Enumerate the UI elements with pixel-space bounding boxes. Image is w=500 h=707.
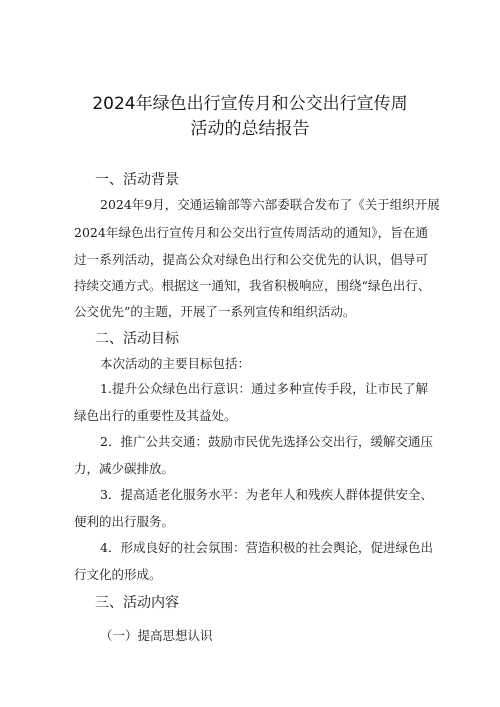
section-heading-background: 一、活动背景 (95, 172, 179, 188)
list-item-line: 1.提升公众绿色出行意识：通过多种宣传手段，让市民了解 (100, 381, 428, 396)
document-title-line-1: 2024年绿色出行宣传月和公交出行宣传周 (92, 94, 408, 114)
list-item-line: 绿色出行的重要性及其益处。 (74, 408, 237, 423)
list-item-line: 力，减少碳排放。 (74, 461, 175, 476)
section-heading-content: 三、活动内容 (95, 595, 179, 611)
list-item-line: 行文化的形成。 (74, 567, 162, 582)
subsection-heading: （一）提高思想认识 (100, 628, 213, 643)
paragraph-line: 本次活动的主要目标包括： (100, 356, 251, 371)
paragraph-line: 公交优先”的主题，开展了一系列宣传和组织活动。 (74, 304, 356, 319)
paragraph-line: 过一系列活动，提高公众对绿色出行和公交优先的认识，倡导可 (74, 252, 428, 267)
list-item-line: 3．提高适老化服务水平：为老年人和残疾人群体提供安全、 (100, 487, 433, 502)
paragraph-line: 2024年9月，交通运输部等六部委联合发布了《关于组织开展 (100, 197, 440, 212)
list-item-line: 2．推广公共交通：鼓励市民优先选择公交出行，缓解交通压 (100, 434, 433, 449)
list-item-line: 4．形成良好的社会氛围：营造积极的社会舆论，促进绿色出 (100, 540, 433, 555)
section-heading-goals: 二、活动目标 (95, 331, 179, 347)
paragraph-line: 持续交通方式。根据这一通知，我省积极响应，围绕“绿色出行、 (74, 278, 431, 293)
document-title-line-2: 活动的总结报告 (190, 119, 310, 139)
list-item-line: 便利的出行服务。 (74, 514, 175, 529)
paragraph-line: 2024年绿色出行宣传月和公交出行宣传周活动的通知》，旨在通 (74, 225, 428, 240)
